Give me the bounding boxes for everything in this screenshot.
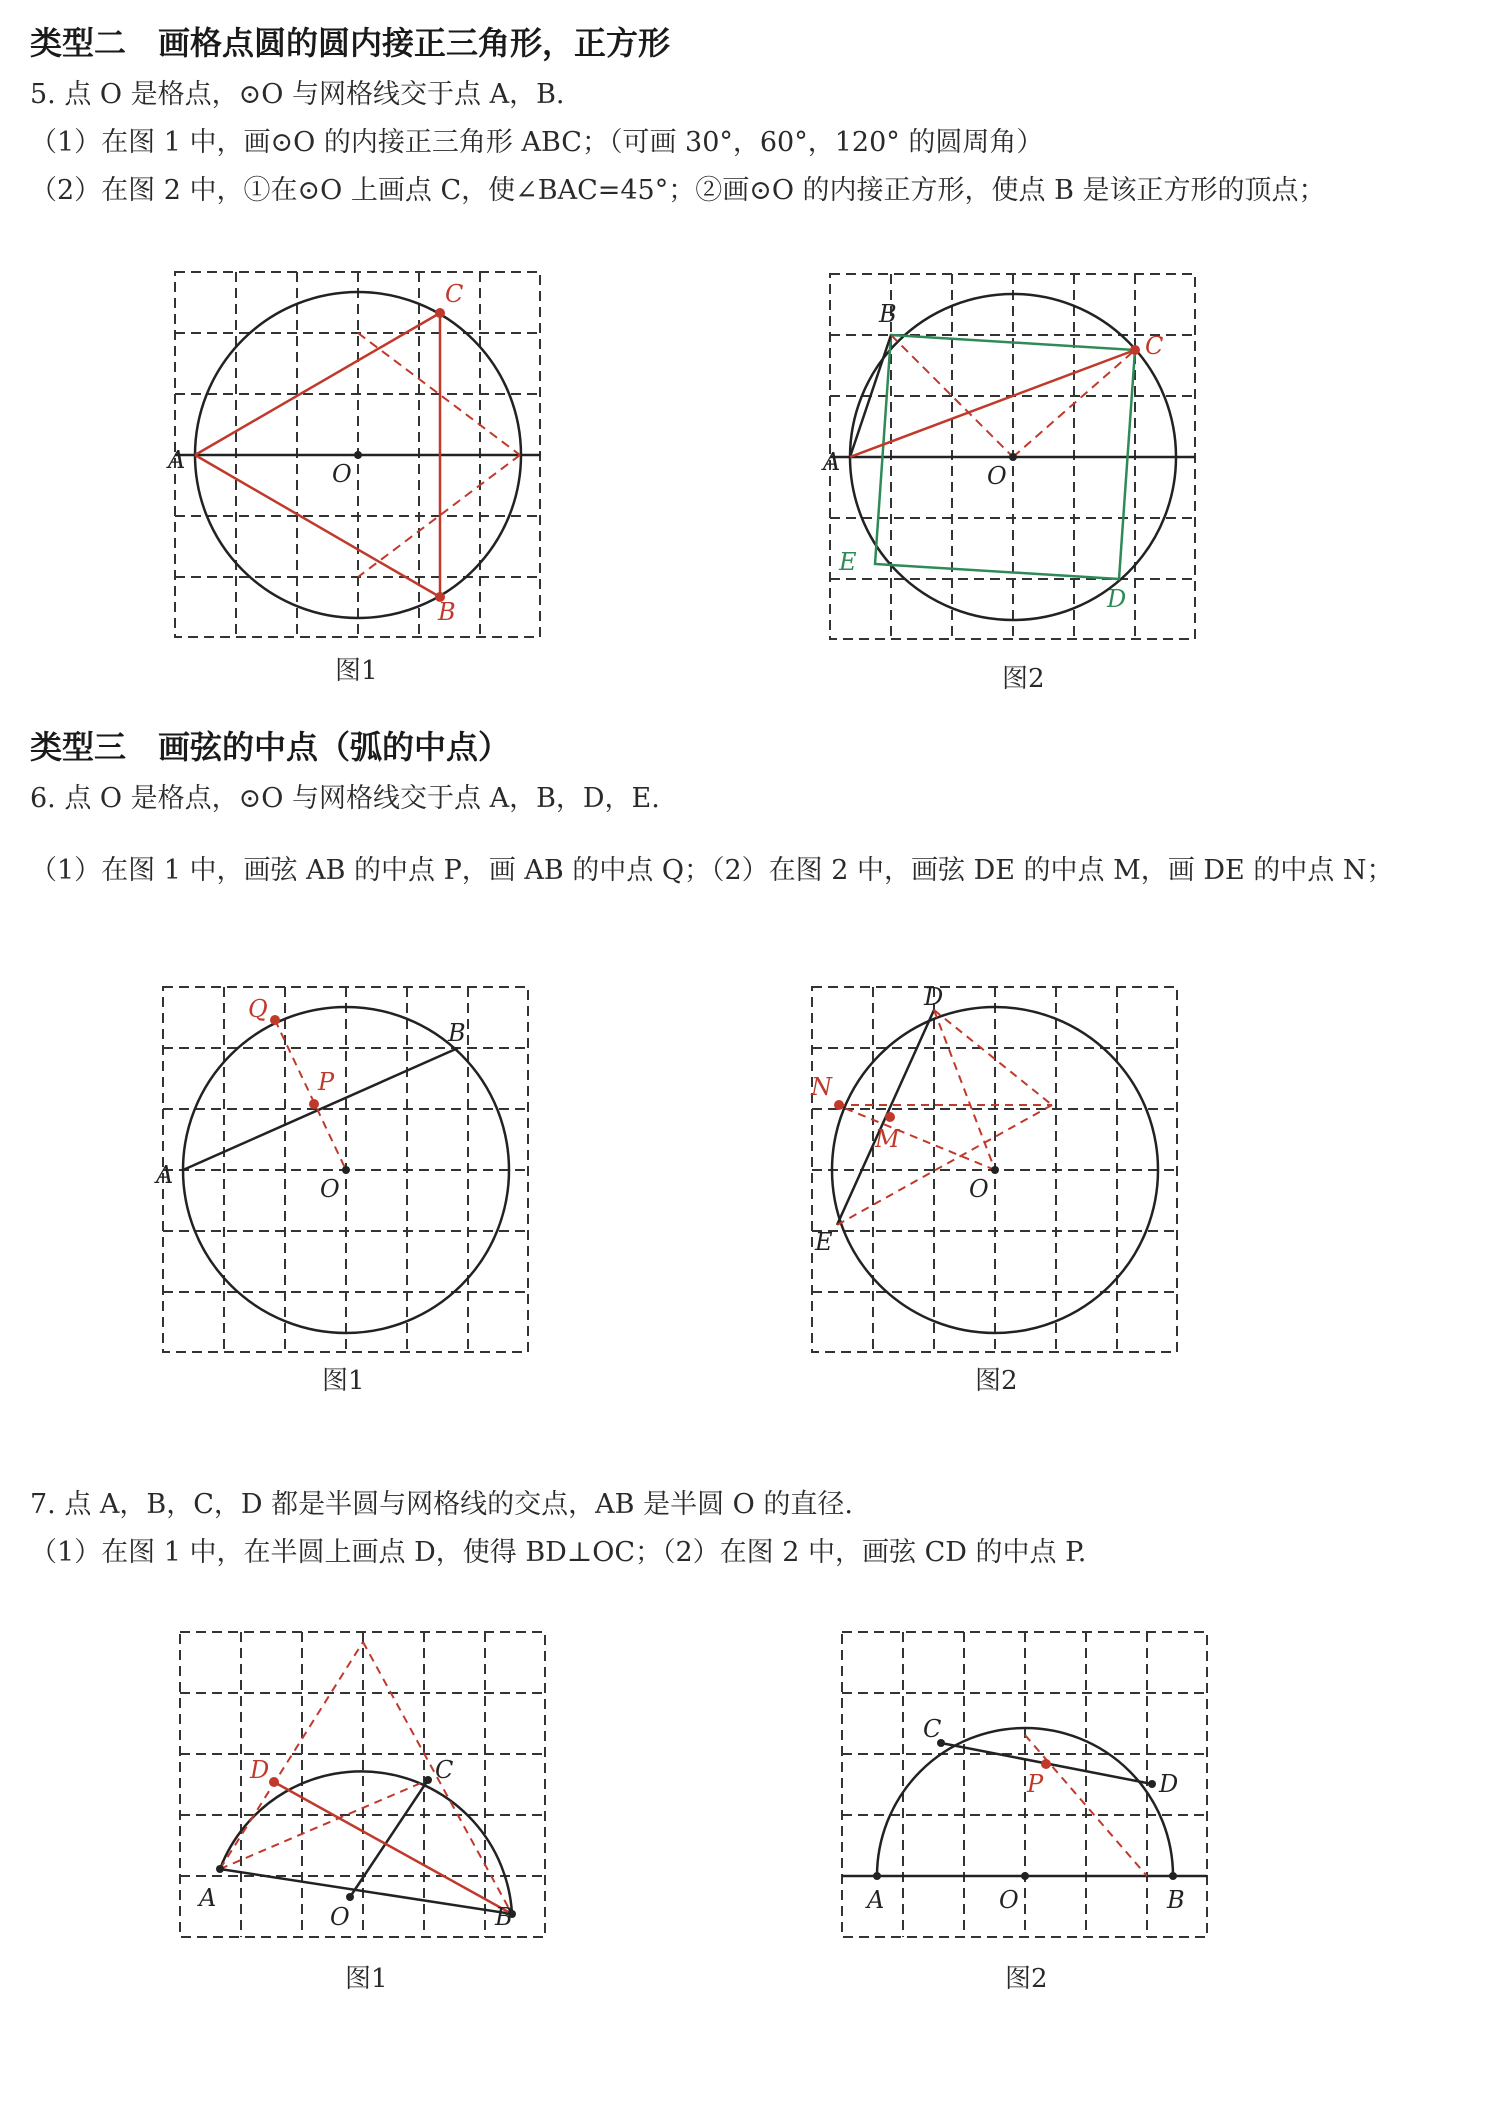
figure-6-2 [797, 975, 1197, 1355]
point-label-O: O [999, 1886, 1019, 1914]
point-label-A: A [823, 448, 841, 476]
point-label-A: A [199, 1884, 217, 1912]
point-label-E: E [839, 548, 857, 576]
caption-fig1: 图1 [345, 1964, 388, 1994]
question-5-part2: （2）在图 2 中，①在⊙O 上画点 C，使∠BAC=45°；②画⊙O 的内接正方形，使点 B 是该正方形的顶点； [30, 175, 1326, 206]
figure-7-1 [165, 1620, 565, 1950]
question-5: 5. 点 O 是格点，⊙O 与网格线交于点 A，B. [30, 79, 565, 110]
point-label-O: O [332, 460, 352, 488]
question-7-part1: （1）在图 1 中，在半圆上画点 D，使得 BD⊥OC；（2）在图 2 中，画弦 CD 的中点 P. [30, 1537, 1087, 1568]
point-label-A: A [168, 446, 186, 474]
point-label-D: D [1159, 1770, 1179, 1798]
point-label-D: D [924, 983, 944, 1011]
heading-type2: 类型二 画格点圆的圆内接正三角形，正方形 [30, 24, 671, 62]
point-label-P: P [318, 1068, 335, 1096]
point-label-B: B [1167, 1886, 1185, 1914]
point-label-C: C [435, 1756, 454, 1784]
caption-fig1: 图1 [335, 656, 378, 686]
question-5-part1: （1）在图 1 中，画⊙O 的内接正三角形 ABC；（可画 30°，60°，120° 的圆周角） [30, 127, 1044, 158]
caption-fig2: 图2 [1002, 664, 1045, 694]
point-label-P: P [1027, 1770, 1044, 1798]
point-label-D: D [250, 1756, 270, 1784]
point-label-C: C [923, 1715, 942, 1743]
point-label-O: O [969, 1175, 989, 1203]
point-label-E: E [815, 1228, 833, 1256]
point-label-N: N [811, 1073, 832, 1101]
figure-5-2 [815, 262, 1215, 654]
point-label-B: B [879, 300, 897, 328]
question-6-part1: （1）在图 1 中，画弦 AB 的中点 P，画 AB 的中点 Q；（2）在图 2 中，画弦 DE 的中点 M，画 DE 的中点 N； [30, 855, 1394, 886]
point-label-M: M [875, 1125, 900, 1153]
point-label-O: O [330, 1903, 350, 1931]
figure-7-2 [827, 1620, 1227, 1950]
point-label-C: C [445, 280, 464, 308]
point-label-B: B [495, 1903, 513, 1931]
figure-5-1 [160, 260, 560, 650]
question-7: 7. 点 A，B，C，D 都是半圆与网格线的交点，AB 是半圆 O 的直径. [30, 1489, 853, 1520]
point-label-Q: Q [248, 995, 268, 1023]
figure-6-1 [148, 975, 548, 1355]
point-label-A: A [156, 1161, 174, 1189]
point-label-D: D [1107, 585, 1127, 613]
point-label-C: C [1145, 332, 1164, 360]
caption-fig2: 图2 [1005, 1964, 1048, 1994]
point-label-A: A [867, 1886, 885, 1914]
heading-type3: 类型三 画弦的中点（弧的中点） [30, 728, 511, 766]
caption-fig2: 图2 [975, 1366, 1018, 1396]
point-label-B: B [438, 598, 456, 626]
caption-fig1: 图1 [322, 1366, 365, 1396]
point-label-O: O [987, 462, 1007, 490]
point-label-O: O [320, 1175, 340, 1203]
question-6: 6. 点 O 是格点，⊙O 与网格线交于点 A，B，D，E. [30, 783, 660, 814]
point-label-B: B [448, 1019, 466, 1047]
